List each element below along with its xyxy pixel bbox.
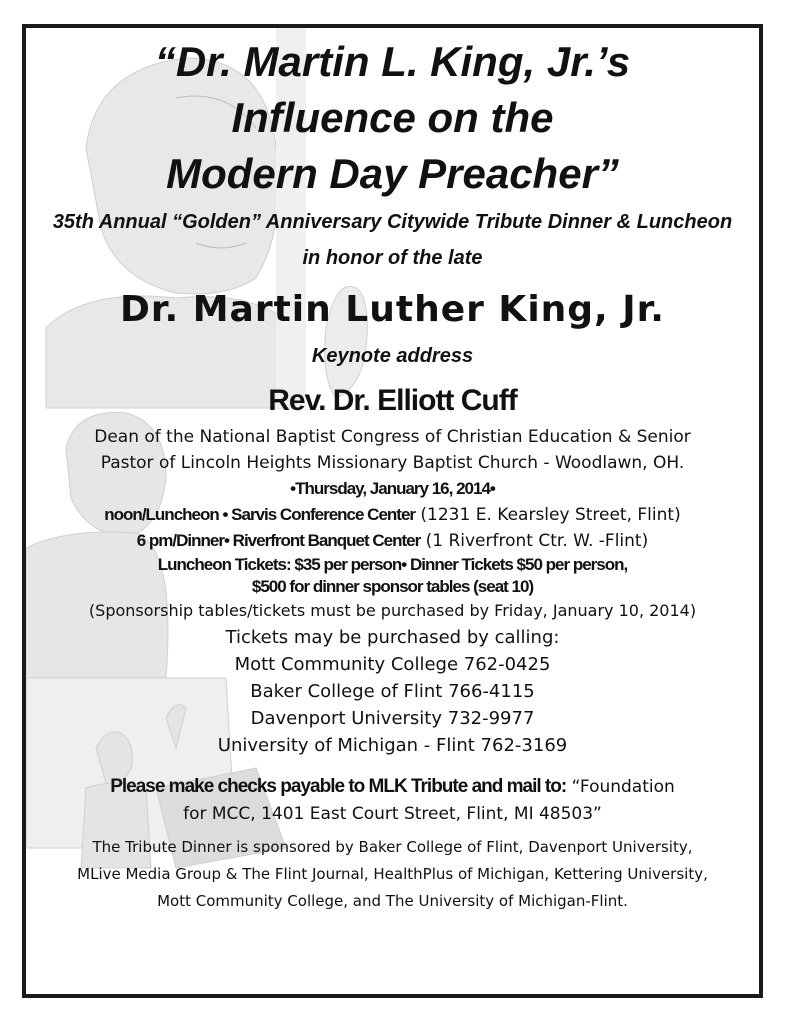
event-subtitle: 35th Annual “Golden” Anniversary Citywide Tribute Dinner & Luncheon	[52, 211, 733, 233]
ticket-prices-line-2: $500 for dinner sponsor tables (seat 10)	[251, 577, 534, 596]
luncheon-line	[26, 502, 759, 528]
luncheon-label: noon/Luncheon • Sarvis Conference Center	[104, 505, 416, 524]
contact-davenport: Davenport University 732-9977	[250, 708, 535, 729]
mail-address-part-1: “Foundation	[571, 777, 675, 797]
honor-line: in honor of the late	[302, 247, 483, 269]
contact-umich-flint: University of Michigan - Flint 762-3169	[217, 735, 568, 756]
title-line-1: “Dr. Martin L. King, Jr.’s	[154, 38, 631, 85]
speaker-name: Rev. Dr. Elliott Cuff	[268, 384, 517, 417]
dinner-address: (1 Riverfront Ctr. W. -Flint)	[425, 531, 649, 551]
contact-mott: Mott Community College 762-0425	[234, 654, 551, 675]
title-line-2: Influence on the	[231, 94, 554, 141]
event-details	[26, 476, 759, 624]
ticket-purchase-section	[26, 624, 759, 759]
ticket-prices-line-1: Luncheon Tickets: $35 per person• Dinner Tickets $50 per person,	[157, 555, 628, 574]
speaker-title	[26, 424, 759, 476]
luncheon-address: (1231 E. Kearsley Street, Flint)	[420, 505, 681, 525]
sponsors-section	[26, 834, 759, 915]
keynote-label: Keynote address	[311, 345, 474, 367]
sponsors-line-3: Mott Community College, and The University of Michigan-Flint.	[157, 892, 628, 910]
event-date: •Thursday, January 16, 2014•	[290, 479, 495, 498]
contact-baker: Baker College of Flint 766-4115	[250, 681, 535, 702]
dinner-label: 6 pm/Dinner• Riverfront Banquet Center	[136, 531, 421, 550]
flyer-content	[26, 28, 759, 915]
mail-address-part-2: for MCC, 1401 East Court Street, Flint, MI 48503”	[183, 804, 602, 824]
speaker-title-line-2: Pastor of Lincoln Heights Missionary Baptist Church - Woodlawn, OH.	[100, 453, 685, 473]
purchase-deadline: (Sponsorship tables/tickets must be purchased by Friday, January 10, 2014)	[88, 601, 697, 620]
speaker-title-line-1: Dean of the National Baptist Congress of Christian Education & Senior	[94, 427, 691, 447]
event-title	[26, 34, 759, 202]
mail-line-1	[26, 773, 759, 801]
flyer-frame	[22, 24, 763, 998]
purchase-heading: Tickets may be purchased by calling:	[225, 627, 560, 648]
mailing-instructions	[26, 773, 759, 828]
title-line-3: Modern Day Preacher”	[166, 150, 619, 197]
mail-label: Please make checks payable to MLK Tribute and mail to:	[110, 776, 567, 797]
dinner-line	[26, 528, 759, 554]
sponsors-line-2: MLive Media Group & The Flint Journal, HealthPlus of Michigan, Kettering University,	[77, 865, 708, 883]
honoree-name: Dr. Martin Luther King, Jr.	[120, 289, 665, 330]
sponsors-line-1: The Tribute Dinner is sponsored by Baker College of Flint, Davenport University,	[92, 838, 693, 856]
